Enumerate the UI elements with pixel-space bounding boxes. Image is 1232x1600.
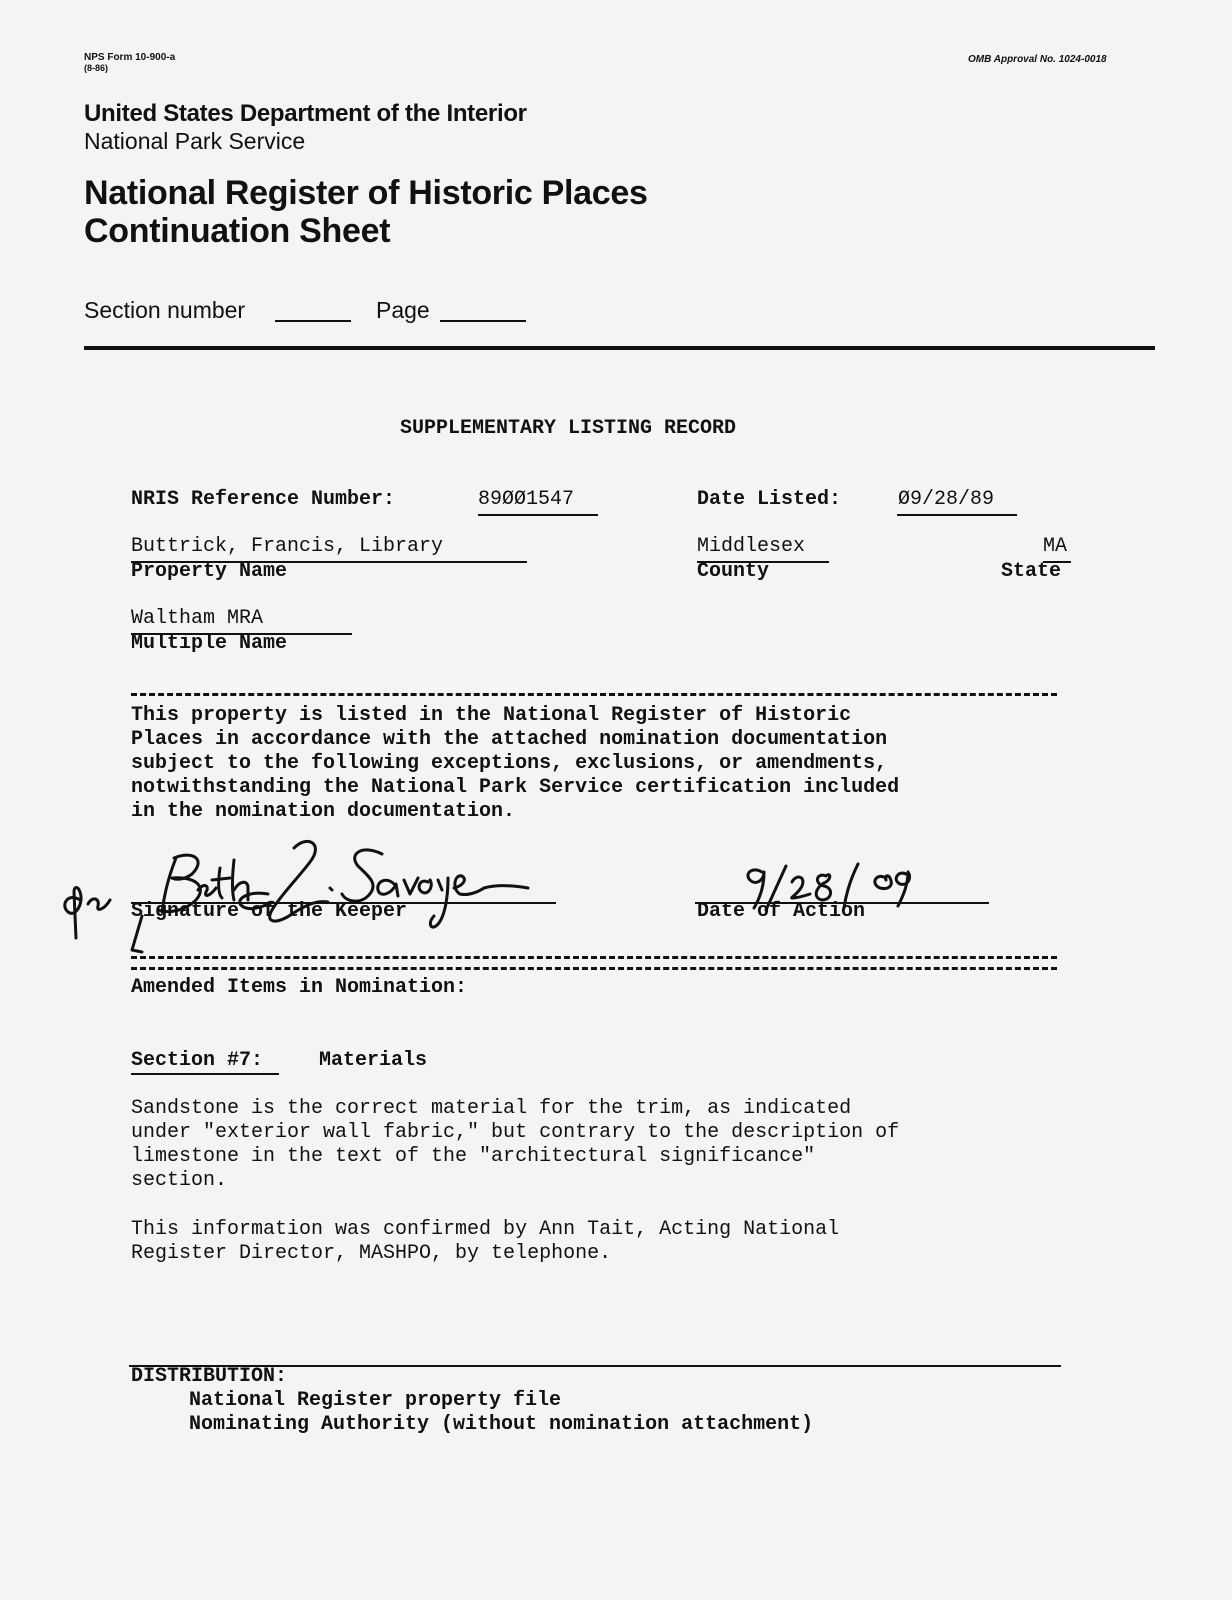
distribution-list [189, 1389, 813, 1437]
omb-approval: OMB Approval No. 1024-0018 [968, 54, 1107, 65]
department-name: United States Department of the Interior [84, 100, 527, 127]
bleed-through-mark [820, 70, 837, 139]
header-divider [84, 346, 1155, 350]
record-heading: SUPPLEMENTARY LISTING RECORD [400, 417, 737, 440]
paragraph-line: This information was confirmed by Ann Tait, Acting National [131, 1218, 840, 1241]
date-listed-label: Date Listed: [697, 488, 842, 511]
date-of-action-label: Date of Action [697, 900, 866, 923]
statement-line: subject to the following exceptions, exclusions, or amendments, [131, 752, 888, 775]
nris-underline [478, 514, 598, 516]
statement-line: notwithstanding the National Park Service certification included [131, 776, 900, 799]
page-label: Page [376, 297, 430, 323]
county-label: County [697, 560, 770, 583]
amendment-paragraph [131, 1097, 1071, 1193]
distribution-item: National Register property file [189, 1389, 562, 1412]
paragraph-line: Register Director, MASHPO, by telephone. [131, 1242, 612, 1265]
multiple-name-value: Waltham MRA [131, 607, 264, 630]
section-number-field [275, 320, 351, 322]
state-value: MA [1043, 535, 1068, 558]
paragraph-line: Sandstone is the correct material for the trim, as indicated [131, 1097, 852, 1120]
confirmation-paragraph [131, 1218, 1071, 1266]
double-dashed-divider [131, 956, 1057, 970]
paragraph-line: limestone in the text of the "architectural significance" [131, 1145, 816, 1168]
property-name-label: Property Name [131, 560, 288, 583]
county-value: Middlesex [697, 535, 806, 558]
distribution-item: Nominating Authority (without nomination attachment) [189, 1413, 814, 1436]
nris-value: 89ØØ1547 [478, 488, 575, 511]
service-name: National Park Service [84, 128, 306, 154]
paragraph-line: under "exterior wall fabric," but contrary to the description of [131, 1121, 900, 1144]
state-label: State [1001, 560, 1062, 583]
section-7-label: Section #7: [131, 1049, 264, 1072]
form-number: NPS Form 10-900-a [84, 52, 176, 63]
date-listed-value: Ø9/28/89 [898, 488, 995, 511]
statement-line: This property is listed in the National Register of Historic [131, 704, 852, 727]
keeper-signature [58, 830, 538, 960]
dashed-divider [131, 693, 1057, 696]
signature-label: Signature of the Keeper [131, 900, 408, 923]
distribution-label: DISTRIBUTION: [131, 1365, 288, 1388]
statement-line: Places in accordance with the attached nomination documentation [131, 728, 888, 751]
statement-line: in the nomination documentation. [131, 800, 516, 823]
paragraph-line: section. [131, 1169, 228, 1192]
section-number-label: Section number [84, 297, 246, 323]
form-subtitle: Continuation Sheet [84, 212, 391, 250]
section-7-title: Materials [319, 1049, 428, 1072]
multiple-name-label: Multiple Name [131, 632, 288, 655]
listing-statement [131, 704, 1071, 824]
property-name-value: Buttrick, Francis, Library [131, 535, 444, 558]
amended-items-heading: Amended Items in Nomination: [131, 976, 468, 999]
nris-label: NRIS Reference Number: [131, 488, 396, 511]
section-7-underline [131, 1073, 279, 1075]
form-title: National Register of Historic Places [84, 174, 648, 212]
page-field [440, 320, 526, 322]
form-revision: (8-86) [84, 63, 109, 73]
date-listed-underline [897, 514, 1017, 516]
